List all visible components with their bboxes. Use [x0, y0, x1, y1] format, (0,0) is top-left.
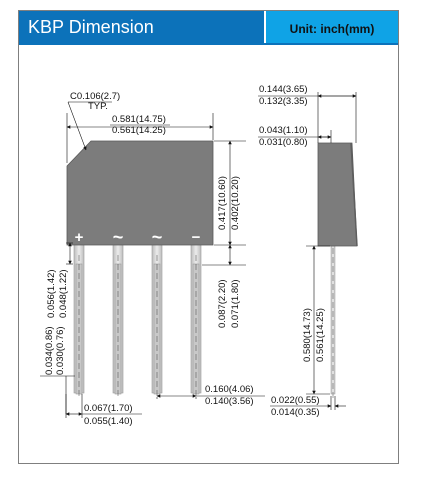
lead-pitch-max: 0.160(4.06) [205, 384, 254, 395]
lead-pitch-min: 0.140(3.56) [205, 396, 254, 407]
mark-minus: − [191, 229, 201, 246]
chamfer-label: C0.106(2.7) [70, 91, 121, 102]
body-height-min: 0.402(10.20) [230, 176, 241, 230]
lead-thick-min: 0.030(0.76) [55, 326, 66, 375]
mark-ac-2: ~ [151, 227, 163, 247]
total-thick-min: 0.132(3.35) [259, 96, 308, 107]
front-leads [74, 243, 201, 393]
lead-dia-min: 0.014(0.35) [271, 407, 320, 418]
unit-label: Unit: inch(mm) [266, 11, 398, 43]
total-thick-max: 0.144(3.65) [259, 84, 308, 95]
lead-wide-max: 0.056(1.42) [46, 269, 57, 318]
body-height-max: 0.417(10.60) [217, 176, 228, 230]
offset-max: 0.043(1.10) [259, 125, 308, 136]
width-min: 0.561(14.25) [112, 125, 166, 136]
lead-width-max: 0.067(1.70) [84, 403, 133, 414]
mark-plus: + [74, 229, 84, 246]
lead-dia-max: 0.022(0.55) [271, 395, 320, 406]
mark-ac-1: ~ [112, 227, 124, 247]
chamfer-typ: TYP. [88, 101, 108, 112]
lead-wide-min: 0.048(1.22) [58, 269, 69, 318]
lead-len-min: 0.561(14.25) [315, 308, 326, 362]
lead-tips [76, 264, 199, 394]
lead-width-min: 0.055(1.40) [84, 416, 133, 427]
lead-thick-max: 0.034(0.86) [44, 326, 55, 375]
header-title: KBP Dimension [19, 11, 264, 43]
standoff-min: 0.071(1.80) [230, 279, 241, 328]
lead-len-max: 0.580(14.73) [302, 308, 313, 362]
standoff-max: 0.087(2.20) [217, 279, 228, 328]
offset-min: 0.031(0.80) [259, 137, 308, 148]
width-max: 0.581(14.75) [112, 114, 166, 125]
